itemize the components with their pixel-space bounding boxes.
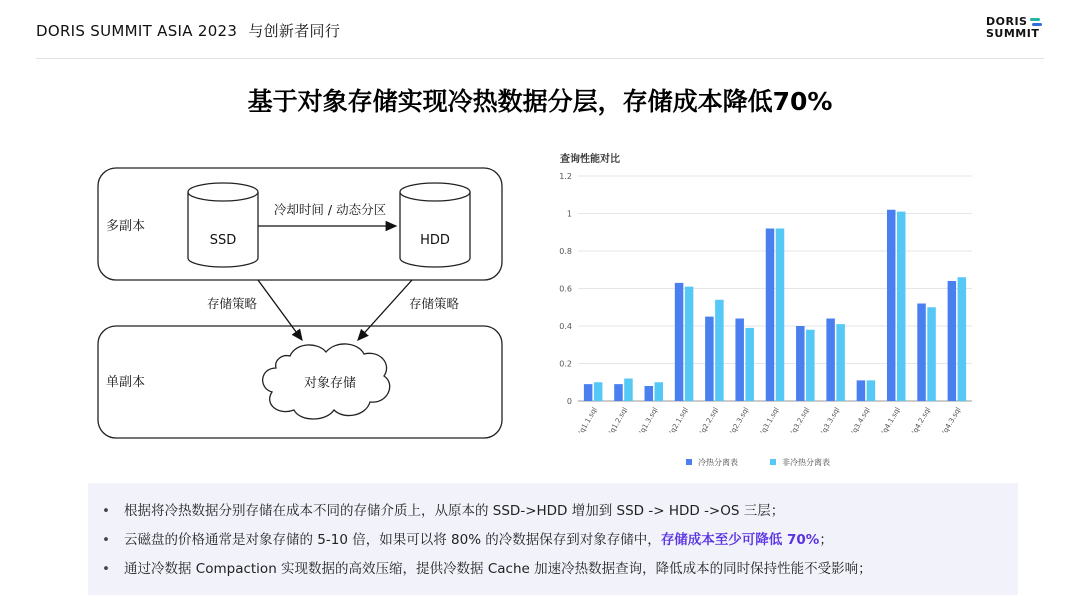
bar-non-tiered-q1.1.sql <box>594 382 603 401</box>
x-tick-label: 'q1.1.sql <box>577 406 599 436</box>
bar-tiered-q3.4.sql <box>857 380 866 401</box>
x-tick-label: 'q2.1.sql <box>667 406 690 436</box>
y-tick-label: 0.8 <box>559 247 572 256</box>
x-tick-label: 'q3.3.sql <box>819 406 842 436</box>
bar-tiered-q4.3.sql <box>948 281 957 401</box>
tiering-diagram <box>90 160 510 450</box>
bar-non-tiered-q2.1.sql <box>685 287 694 401</box>
bar-non-tiered-q3.1.sql <box>776 229 785 402</box>
legend-swatch <box>686 459 692 465</box>
x-tick-label: 'q4.1.sql <box>880 406 902 436</box>
note-item-2 <box>102 526 1000 555</box>
logo-line-2: SUMMIT <box>986 27 1040 40</box>
y-tick-label: 1 <box>566 209 572 219</box>
event-title: DORIS SUMMIT ASIA 2023 <box>36 22 238 40</box>
bar-non-tiered-q4.1.sql <box>897 212 906 401</box>
bar-non-tiered-q4.3.sql <box>958 277 967 401</box>
bar-non-tiered-q3.4.sql <box>867 380 876 401</box>
logo-mark-icon <box>1030 18 1042 28</box>
bar-non-tiered-q2.2.sql <box>715 300 724 401</box>
note-tail: ； <box>819 532 833 548</box>
bar-tiered-q3.3.sql <box>826 319 835 402</box>
legend-swatch <box>770 459 776 465</box>
bullet: • <box>102 503 110 519</box>
bullet: • <box>102 561 110 577</box>
bar-non-tiered-q2.3.sql <box>745 328 754 401</box>
bar-non-tiered-q1.3.sql <box>655 382 664 401</box>
x-tick-label: 'q3.4.sql <box>849 406 872 436</box>
bar-tiered-q1.2.sql <box>614 384 623 401</box>
page-title: 基于对象存储实现冷热数据分层，存储成本降低70% <box>247 87 833 116</box>
x-tick-label: 'q4.3.sql <box>940 406 963 436</box>
x-tick-label: 'q3.1.sql <box>758 406 781 436</box>
bar-tiered-q1.3.sql <box>645 386 654 401</box>
notes-panel <box>88 483 1018 595</box>
y-tick-label: 0.4 <box>559 322 572 331</box>
ssd-cylinder-icon <box>188 183 258 267</box>
note-text: 根据将冷热数据分别存储在成本不同的存储介质上，从原本的 SSD->HDD 增加到 SSD -> HDD ->OS 三层； <box>124 503 785 519</box>
single-replica-label: 单副本 <box>106 375 146 390</box>
transfer-label: 冷却时间 / 动态分区 <box>273 202 387 217</box>
policy-left-label: 存储策略 <box>206 296 258 311</box>
hdd-policy-arrow <box>358 280 412 340</box>
bar-tiered-q4.2.sql <box>917 304 926 402</box>
logo-line-1: DORIS <box>986 15 1028 28</box>
bar-non-tiered-q1.2.sql <box>624 379 633 402</box>
header-divider <box>36 58 1044 59</box>
hdd-cylinder-icon <box>400 183 470 267</box>
x-tick-label: 'q2.2.sql <box>698 406 721 436</box>
ssd-policy-arrow <box>258 280 302 340</box>
legend-label: 冷热分离表 <box>698 458 738 467</box>
event-header <box>36 20 340 41</box>
y-tick-label: 0.2 <box>559 359 572 369</box>
bar-tiered-q4.1.sql <box>887 210 896 401</box>
x-tick-label: 'q1.3.sql <box>637 406 660 436</box>
query-performance-chart <box>548 148 980 478</box>
bar-non-tiered-q3.2.sql <box>806 330 815 401</box>
x-tick-label: 'q2.3.sql <box>728 406 751 436</box>
policy-right-label: 存储策略 <box>408 296 460 311</box>
hdd-label: HDD <box>420 233 450 248</box>
note-text: 通过冷数据 Compaction 实现数据的高效压缩，提供冷数据 Cache 加速冷热数据查询，降低成本的同时保持性能不受影响； <box>124 561 872 577</box>
object-storage-label: 对象存储 <box>303 376 357 391</box>
event-slogan: 与创新者同行 <box>248 22 341 40</box>
x-tick-label: 'q1.2.sql <box>607 406 630 436</box>
x-tick-label: 'q4.2.sql <box>910 406 933 436</box>
bar-non-tiered-q3.3.sql <box>836 324 845 401</box>
bar-non-tiered-q4.2.sql <box>927 307 936 401</box>
note-text: 云磁盘的价格通常是对象存储的 5-10 倍，如果可以将 80% 的冷数据保存到对象存储中， <box>124 532 661 548</box>
x-tick-label: 'q3.2.sql <box>789 406 812 436</box>
bar-tiered-q1.1.sql <box>584 384 593 401</box>
note-highlight: 存储成本至少可降低 70% <box>660 532 820 548</box>
bar-tiered-q3.1.sql <box>766 229 775 402</box>
y-tick-label: 0.6 <box>559 284 572 294</box>
y-tick-label: 0 <box>566 397 572 406</box>
y-tick-label: 1.2 <box>559 172 572 181</box>
chart-title: 查询性能对比 <box>560 154 620 165</box>
legend-label: 非冷热分离表 <box>782 458 830 467</box>
ssd-label: SSD <box>209 233 237 248</box>
bar-tiered-q2.2.sql <box>705 317 714 401</box>
bar-tiered-q2.3.sql <box>735 319 744 402</box>
bar-tiered-q3.2.sql <box>796 326 805 401</box>
bar-tiered-q2.1.sql <box>675 283 684 401</box>
bullet: • <box>102 532 110 548</box>
note-item-3 <box>102 555 1000 584</box>
multi-replica-label: 多副本 <box>106 219 146 234</box>
note-item-1 <box>102 497 1000 526</box>
doris-summit-logo <box>986 16 1046 44</box>
